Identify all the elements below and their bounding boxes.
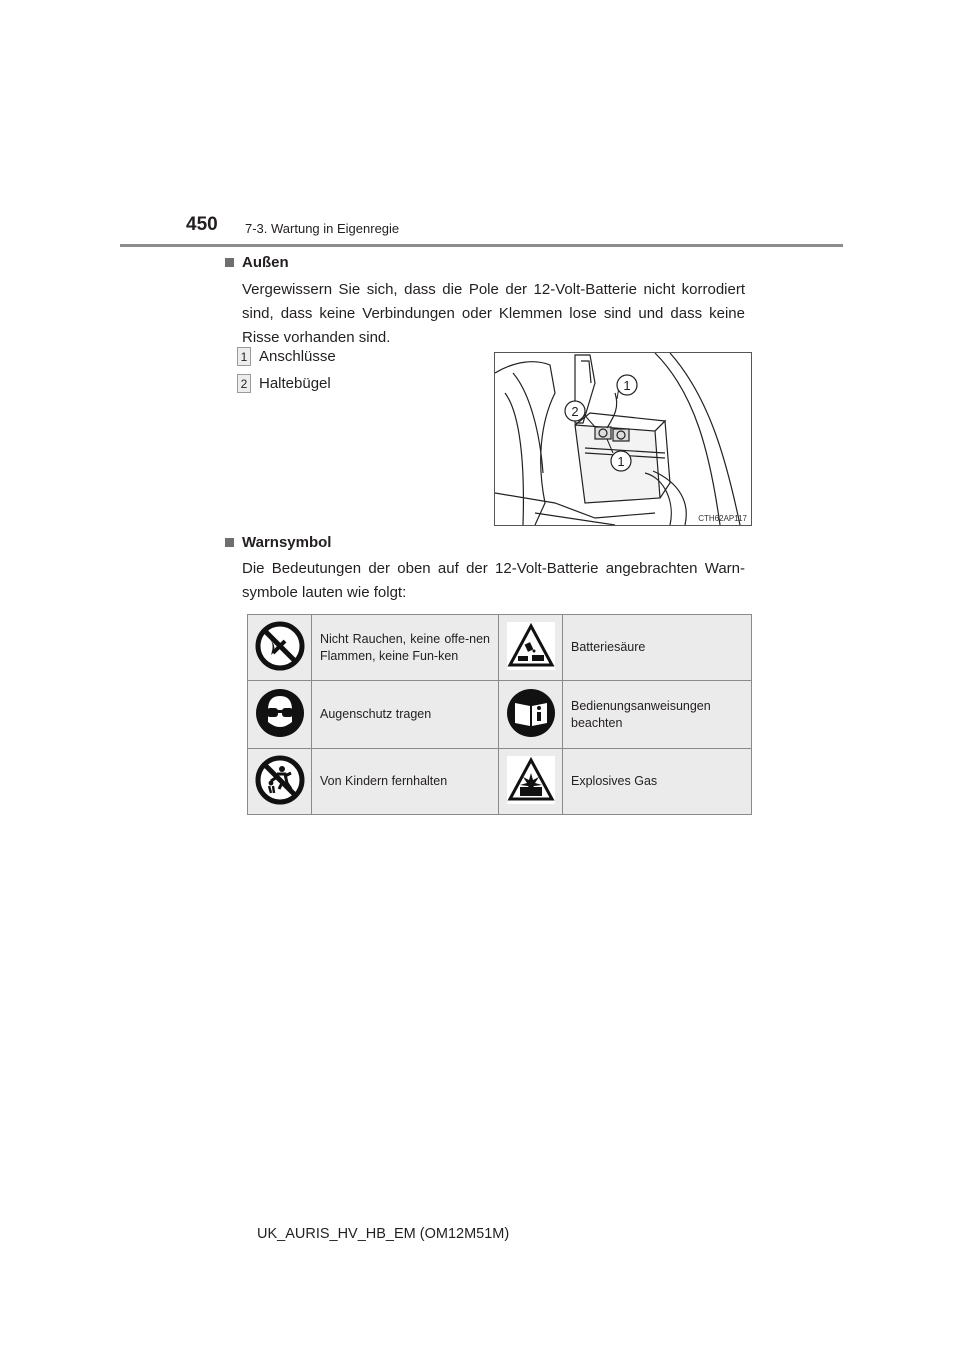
warning-paragraph: Die Bedeutungen der oben auf der 12-Volt-Batterie angebrachten Warn-symbole lauten wie folgt:: [242, 560, 745, 601]
symbol-label: Von Kindern fernhalten: [312, 749, 499, 815]
symbol-cell: [499, 749, 563, 815]
table-row: [248, 749, 752, 815]
operating-instructions-icon: [506, 688, 556, 738]
callout-item-1: [237, 347, 336, 366]
battery-illustration: [494, 352, 752, 526]
figure-marker: 1: [617, 454, 625, 469]
document-code: UK_AURIS_HV_HB_EM (OM12M51M): [257, 1226, 510, 1242]
page-number: 450: [186, 214, 218, 235]
header-rule: [120, 244, 843, 247]
exterior-paragraph: Vergewissern Sie sich, dass die Pole der 12-Volt-Batterie nicht korrodiert sind, dass keine Verbindungen oder Klemmen lose sind und dass keine Risse vorhanden sind.: [242, 281, 745, 346]
table-row: [248, 615, 752, 681]
symbol-cell: [248, 681, 312, 749]
symbol-cell: [248, 749, 312, 815]
warning-symbols-table: [247, 614, 752, 815]
callout-number: 2: [237, 374, 251, 393]
exterior-heading-text: Außen: [242, 254, 289, 271]
bullet-square-icon: [225, 538, 234, 547]
callout-label: Haltebügel: [259, 375, 331, 392]
symbol-cell: [499, 681, 563, 749]
section-title: 7-3. Wartung in Eigenregie: [245, 221, 400, 236]
keep-away-from-children-icon: [255, 755, 305, 805]
eye-protection-icon: [255, 688, 305, 738]
symbol-label: Augenschutz tragen: [312, 681, 499, 749]
warning-heading-text: Warnsymbol: [242, 534, 332, 551]
symbol-label: Batteriesäure: [563, 615, 752, 681]
callout-number: 1: [237, 347, 251, 366]
battery-acid-icon: [506, 621, 556, 671]
explosive-gas-icon: [506, 755, 556, 805]
figure-code: CTH62AP117: [698, 514, 747, 523]
symbol-cell: [499, 615, 563, 681]
no-smoking-icon: [255, 621, 305, 671]
battery-drawing: [495, 353, 751, 525]
warning-heading: [225, 534, 331, 551]
symbol-label: Explosives Gas: [563, 749, 752, 815]
symbol-cell: [248, 615, 312, 681]
callout-label: Anschlüsse: [259, 348, 336, 365]
table-row: [248, 681, 752, 749]
callout-item-2: [237, 374, 331, 393]
symbol-label: Bedienungsanweisungen beachten: [563, 681, 752, 749]
bullet-square-icon: [225, 258, 234, 267]
figure-marker: 1: [623, 378, 631, 393]
exterior-heading: [225, 254, 289, 271]
symbol-label: Nicht Rauchen, keine offe-nen Flammen, keine Fun-ken: [312, 615, 499, 681]
figure-marker: 2: [571, 404, 579, 419]
